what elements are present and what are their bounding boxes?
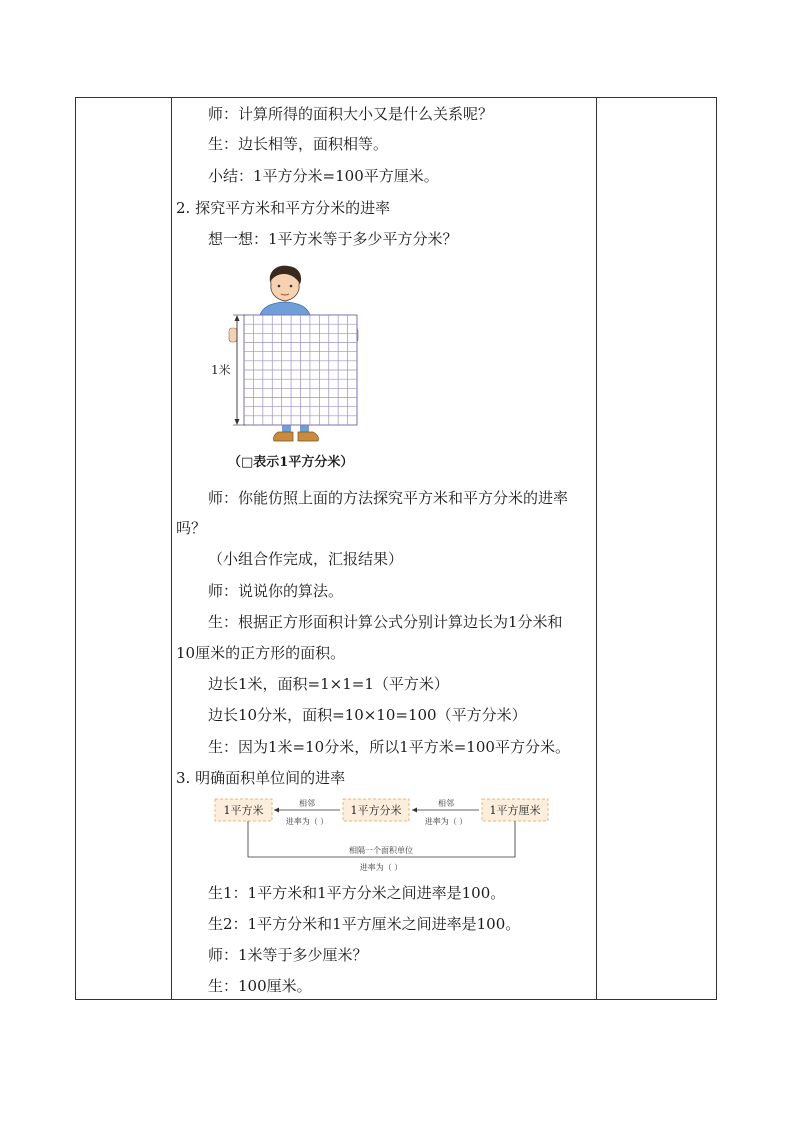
text-line-8: （小组合作完成，汇报结果）	[208, 550, 404, 568]
text-line-10: 生：根据正方形面积计算公式分别计算边长为1分米和	[208, 613, 563, 631]
unit-rate-diagram	[210, 795, 555, 877]
box-square-centimeter-label: 1平方厘米	[489, 804, 541, 817]
text-line-6: 师：你能仿照上面的方法探究平方米和平方分米的进率	[208, 489, 569, 507]
box-square-meter-label: 1平方米	[223, 804, 264, 817]
text-line-11: 10厘米的正方形的面积。	[176, 644, 346, 662]
text-line-1: 师：计算所得的面积大小又是什么关系呢？	[208, 105, 494, 123]
text-line-12: 边长1米，面积=1×1=1（平方米）	[208, 675, 449, 693]
section-heading-3: 3. 明确面积单位间的进率	[176, 769, 346, 787]
figure-caption: （□表示1平方分米）	[228, 455, 354, 470]
rate-label-left: 进率为（ ）	[285, 817, 329, 826]
section-heading-2: 2. 探究平方米和平方分米的进率	[176, 199, 391, 217]
column-divider-left	[171, 98, 172, 999]
text-line-18: 师：1米等于多少厘米？	[208, 946, 368, 964]
text-line-2: 生：边长相等，面积相等。	[208, 135, 389, 153]
box-square-decimeter-label: 1平方分米	[350, 804, 402, 817]
text-line-19: 生：100厘米。	[208, 977, 312, 995]
text-line-7: 吗？	[176, 519, 207, 537]
text-line-14: 生：因为1米=10分米，所以1平方米=100平方分米。	[208, 738, 570, 756]
square-meter-figure	[210, 265, 370, 475]
rate-label-right: 进率为（ ）	[424, 817, 468, 826]
text-line-13: 边长10分米，面积=10×10=100（平方分米）	[208, 706, 527, 724]
column-divider-right	[596, 98, 597, 999]
far-rate-label: 进率为（ ）	[359, 863, 403, 872]
text-line-5: 想一想：1平方米等于多少平方分米？	[208, 230, 458, 248]
link-label-right: 相邻	[438, 799, 454, 808]
square-grid	[244, 315, 357, 425]
text-line-16: 生1：1平方米和1平方分米之间进率是100。	[208, 884, 506, 902]
text-line-17: 生2：1平方分米和1平方厘米之间进率是100。	[208, 915, 521, 933]
side-length-label: 1米	[211, 363, 231, 377]
far-link-label: 相隔一个面积单位	[349, 846, 413, 855]
link-label-left: 相邻	[299, 799, 315, 808]
text-line-3: 小结：1平方分米=100平方厘米。	[208, 167, 439, 185]
text-line-9: 师：说说你的算法。	[208, 582, 344, 600]
